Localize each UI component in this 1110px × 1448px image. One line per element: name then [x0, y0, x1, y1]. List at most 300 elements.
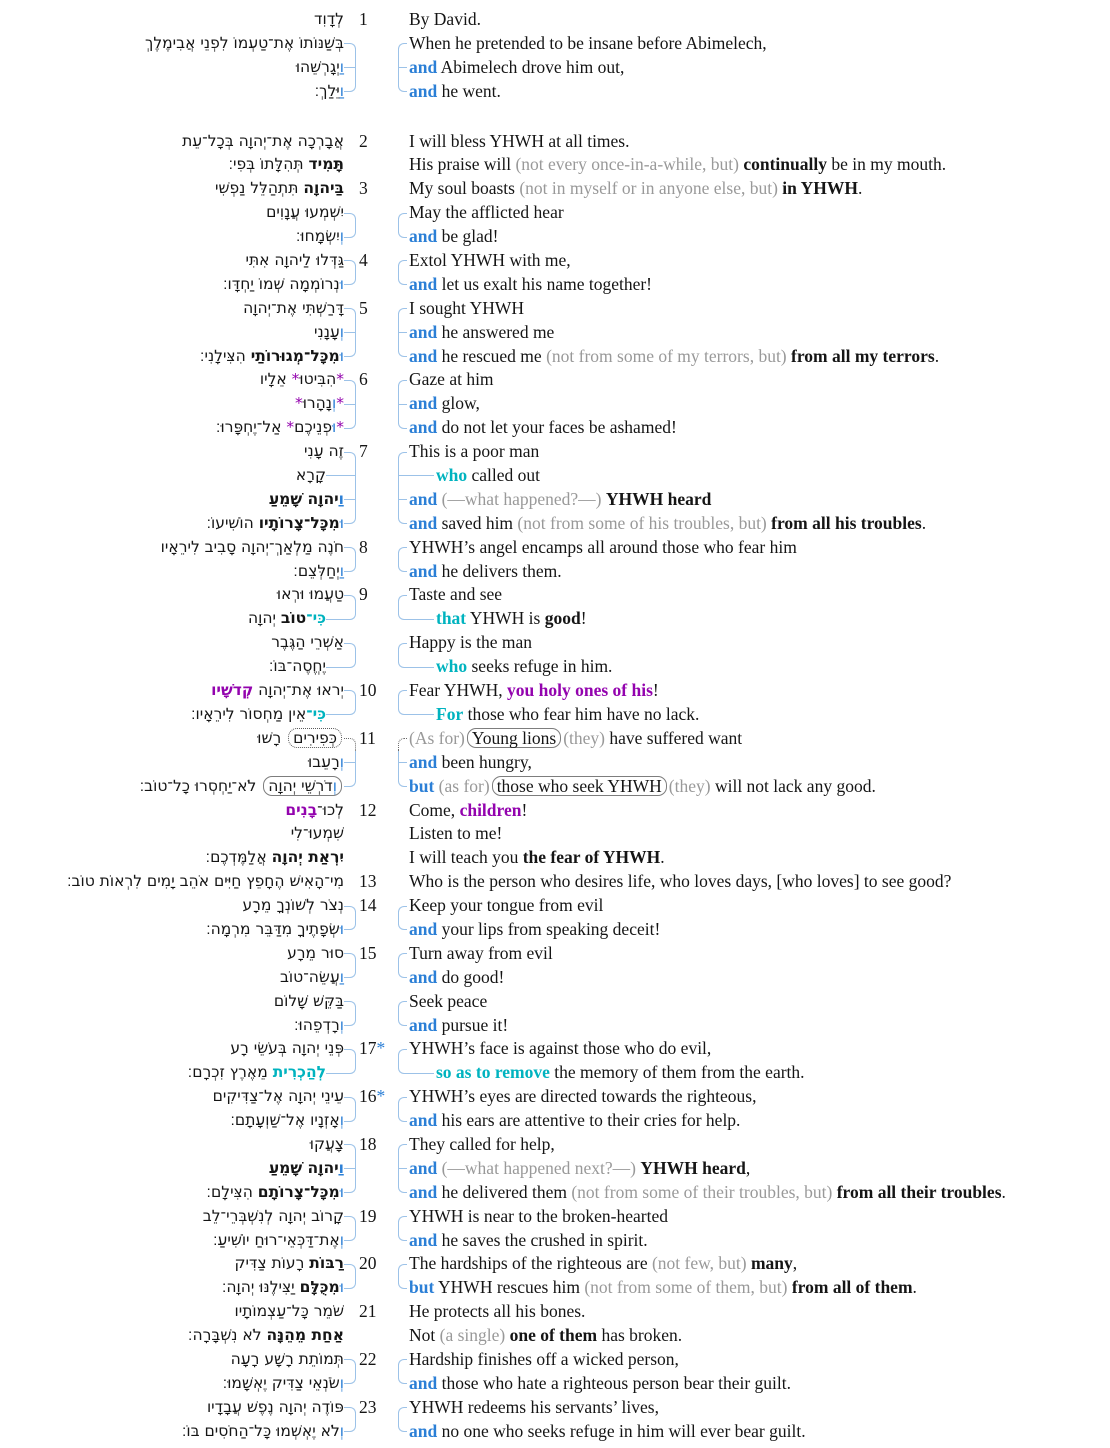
english-text — [407, 297, 524, 321]
text: be glad! — [437, 226, 499, 247]
hebrew-text — [271, 631, 344, 655]
hebrew-line — [0, 1372, 356, 1396]
conjunction-blue-text: and — [409, 751, 438, 772]
verse-number-value: 23 — [359, 1396, 377, 1417]
text: צָעֲקוּ — [309, 1134, 344, 1153]
teal-connector-text: כִּי־ — [306, 704, 326, 723]
bracket-spacer — [398, 177, 407, 201]
english-text — [407, 512, 926, 536]
english-text — [407, 440, 539, 464]
text: Gaze at him — [409, 369, 494, 390]
hebrew-text — [211, 679, 344, 703]
text: let us exalt his name together! — [437, 273, 653, 294]
text: פּוֹדֶה יְהוָה נֶפֶשׁ עֲבָדָיו — [206, 1397, 344, 1416]
bracket-connector — [398, 56, 407, 80]
verse-row — [0, 440, 1110, 536]
text: those who hate a righteous person bear their guilt. — [437, 1372, 792, 1393]
text: Abimelech drove him out, — [437, 56, 625, 77]
text: he rescued me — [437, 345, 547, 366]
teal-connector-text: who — [436, 465, 468, 486]
text: מֵאֶרֶץ זִכְרָם׃ — [187, 1063, 273, 1082]
hebrew-text — [315, 80, 344, 104]
bracket-connector — [344, 1372, 356, 1396]
text: called out — [467, 465, 541, 486]
bracket-connector — [326, 464, 356, 488]
verse-row — [0, 1133, 1110, 1205]
english-line — [398, 56, 1110, 80]
text: has broken. — [597, 1325, 683, 1346]
hebrew-line — [0, 1133, 356, 1157]
verse-row — [0, 1037, 1110, 1085]
verse-number — [356, 297, 398, 321]
purple-highlight-text: you holy ones of his — [507, 680, 653, 701]
emphasis-bold-text: יהוָה שָׁמֵעַ — [268, 489, 339, 508]
teal-connector-text: For — [436, 703, 464, 724]
bracket-connector — [398, 631, 407, 655]
text: no one who seeks refuge in him will ever bear guilt. — [437, 1420, 806, 1441]
english-text — [407, 153, 946, 177]
gray-parenthetical-text: (not from some of his troubles, but) — [517, 512, 767, 533]
text: חֹנֶה מַלְאַךְ־יְהוָה סָבִיב לִירֵאָיו — [160, 537, 344, 556]
emphasis-bold-text: YHWH heard — [640, 1157, 746, 1178]
hebrew-text — [188, 1061, 326, 1085]
bracket-spacer — [398, 822, 407, 846]
english-line — [398, 846, 1110, 870]
conjunction-blue-text: and — [409, 226, 438, 247]
bracket-connector — [344, 440, 356, 464]
verse-number — [356, 1396, 398, 1420]
blue-vav-prefix: וְ — [339, 322, 344, 341]
hebrew-text — [213, 1229, 344, 1253]
bracket-connector — [398, 1014, 407, 1038]
english-line — [398, 1229, 1110, 1253]
conjunction-blue-text: but — [409, 775, 435, 796]
text: he went. — [437, 80, 501, 101]
bracket-connector — [398, 464, 434, 488]
verse-row — [0, 870, 1110, 894]
text: רָעוֹת צַדִּיק — [234, 1254, 310, 1273]
bracket-connector — [398, 990, 407, 1014]
bracket-spacer — [344, 799, 356, 823]
english-text — [434, 703, 699, 727]
verse-number-value: 15 — [359, 942, 377, 963]
bracket-connector — [344, 966, 356, 990]
gray-parenthetical-text: (as for) — [438, 775, 490, 796]
hebrew-text — [215, 177, 344, 201]
english-line — [398, 440, 1110, 464]
bracket-spacer — [344, 870, 356, 894]
english-column — [398, 130, 1110, 178]
english-text — [407, 1300, 585, 1324]
conjunction-blue-text: but — [409, 1277, 435, 1298]
purple-highlight-text: קְדֹשָׁיו — [211, 681, 254, 700]
bracket-connector — [398, 1085, 407, 1109]
bracket-connector — [398, 345, 407, 369]
english-column — [398, 1205, 1110, 1253]
bracket-connector — [344, 1348, 356, 1372]
text: Listen to me! — [409, 823, 503, 844]
english-text — [407, 1014, 508, 1038]
bracket-connector — [344, 1157, 356, 1181]
bracket-connector — [344, 990, 356, 1014]
blue-vav-prefix: וּ — [339, 274, 344, 293]
text: טַעֲמוּ וּרְאוּ — [276, 585, 344, 604]
verse-number-value: 20 — [359, 1253, 377, 1274]
emphasis-bold-text: one of them — [509, 1325, 598, 1346]
text: YHWH is — [466, 608, 545, 629]
gray-parenthetical-text: (not in myself or in anyone else, but) — [519, 178, 778, 199]
bracket-connector — [344, 368, 356, 392]
english-line — [398, 345, 1110, 369]
verse-row — [0, 799, 1110, 871]
bracket-spacer — [398, 8, 407, 32]
text: been hungry, — [437, 751, 532, 772]
boxed-phrase: those who seek YHWH — [492, 776, 667, 796]
hebrew-line — [0, 177, 356, 201]
hebrew-column — [0, 1085, 356, 1133]
english-text — [407, 1252, 797, 1276]
bracket-spacer — [344, 1300, 356, 1324]
english-text — [407, 822, 502, 846]
verse-row — [0, 177, 1110, 249]
english-text — [407, 727, 742, 751]
gray-parenthetical-text: (—what happened next?—) — [441, 1157, 636, 1178]
text: I sought YHWH — [409, 297, 525, 318]
hebrew-text — [200, 345, 344, 369]
bracket-connector — [398, 751, 407, 775]
bracket-connector — [344, 560, 356, 584]
hebrew-text — [206, 1181, 344, 1205]
blue-vav-prefix: וְ — [339, 1421, 344, 1440]
english-line — [398, 273, 1110, 297]
bracket-connector — [398, 560, 407, 584]
hebrew-line — [0, 1014, 356, 1038]
english-column — [398, 1252, 1110, 1300]
emphasis-bold-text: from all his troubles — [771, 512, 922, 533]
english-line — [398, 1181, 1110, 1205]
text: דָּרַשְׁתִּי אֶת־יְהוָה — [243, 298, 344, 317]
verse-number — [356, 583, 398, 607]
text: יִשְׁמְעוּ עֲנָוִים — [266, 203, 344, 222]
bracket-connector — [344, 1252, 356, 1276]
hebrew-text — [243, 297, 344, 321]
hebrew-text — [293, 560, 344, 584]
english-line — [398, 727, 1110, 751]
hebrew-line — [0, 727, 356, 751]
hebrew-line — [0, 942, 356, 966]
hebrew-line — [0, 512, 356, 536]
hebrew-column — [0, 727, 356, 799]
hebrew-text — [257, 727, 344, 751]
hebrew-text — [223, 273, 344, 297]
verse-number — [356, 368, 398, 392]
text: will not lack any good. — [710, 775, 876, 796]
text: ! — [580, 608, 587, 629]
hebrew-line — [0, 870, 356, 894]
english-text — [407, 345, 939, 369]
emphasis-bold-text: יִרְאַת יְהוָה — [271, 848, 344, 867]
verse-number-value: 18 — [359, 1133, 377, 1154]
text: Who is the person who desires life, who loves days, [who loves] to see good? — [409, 871, 952, 892]
blue-vav-prefix: וּ — [339, 1182, 344, 1201]
hebrew-text — [274, 990, 344, 1014]
hebrew-line — [0, 1061, 356, 1085]
text: ! — [521, 799, 528, 820]
conjunction-blue-text: and — [409, 560, 438, 581]
gray-parenthetical-text: (not from some of them, but) — [584, 1277, 788, 1298]
english-text — [407, 1348, 679, 1372]
text: I will bless YHWH at all times. — [409, 130, 630, 151]
english-column — [398, 1348, 1110, 1396]
text: pursue it! — [437, 1014, 509, 1035]
verse-number-value: 12 — [359, 799, 377, 820]
blue-vav-prefix: וּ — [339, 346, 344, 365]
hebrew-line — [0, 1109, 356, 1133]
english-column — [398, 177, 1110, 249]
text: May the afflicted hear — [409, 202, 564, 223]
english-line — [398, 8, 1110, 32]
hebrew-column — [0, 249, 356, 297]
bracket-connector — [398, 1276, 407, 1300]
text: . — [921, 512, 927, 533]
bracket-connector — [344, 80, 356, 104]
bracket-connector — [344, 1085, 356, 1109]
text: יֵּלַךְ׃ — [314, 81, 340, 100]
hebrew-line — [0, 607, 356, 631]
bracket-spacer — [344, 177, 356, 201]
emphasis-bold-text: יהוָה שָׁמֵעַ — [268, 1158, 339, 1177]
text: Happy is the man — [409, 632, 532, 653]
english-column — [398, 1037, 1110, 1085]
conjunction-blue-text: and — [409, 1014, 438, 1035]
hebrew-line — [0, 201, 356, 225]
hebrew-line — [0, 1229, 356, 1253]
english-line — [398, 1014, 1110, 1038]
bracket-connector — [344, 1396, 356, 1420]
hebrew-text — [248, 607, 326, 631]
text: יֶחֱסֶה־בּוֹ׃ — [268, 657, 326, 676]
bracket-connector — [398, 966, 407, 990]
verse-row — [0, 368, 1110, 440]
verse-row — [0, 942, 1110, 1038]
text: עָנָנִי — [314, 322, 340, 341]
bracket-connector — [398, 607, 434, 631]
emphasis-bold-text: מִכָּל־מְגוּרוֹתַי — [250, 346, 340, 365]
text: הוֹשִׁיעוֹ׃ — [206, 513, 259, 532]
english-line — [398, 1205, 1110, 1229]
hebrew-text — [230, 1109, 344, 1133]
text: אַשְׁרֵי הַגֶּבֶר — [271, 633, 344, 652]
english-line — [398, 1396, 1110, 1420]
english-line — [398, 918, 1110, 942]
emphasis-bold-text: from all of them — [791, 1277, 913, 1298]
bracket-connector — [344, 1014, 356, 1038]
verse-number — [356, 1252, 398, 1276]
text: נְצֹר לְשׁוֹנְךָ מֵרָע — [242, 896, 344, 915]
conjunction-blue-text: and — [409, 393, 438, 414]
hebrew-line — [0, 1300, 356, 1324]
bracket-connector — [344, 775, 356, 799]
hebrew-text — [182, 1420, 344, 1444]
verse-number — [356, 1037, 398, 1061]
text: YHWH redeems his servants’ lives, — [409, 1396, 659, 1417]
english-line — [398, 368, 1110, 392]
emphasis-bold-text: YHWH heard — [605, 488, 712, 509]
english-line — [398, 201, 1110, 225]
conjunction-blue-text: and — [409, 417, 438, 438]
text: I will teach you — [409, 847, 523, 868]
blue-vav-prefix: וּ — [339, 513, 344, 532]
text: he answered me — [437, 321, 555, 342]
bracket-connector — [344, 488, 356, 512]
bracket-connector — [398, 1061, 434, 1085]
text: רָדְפֵהוּ׃ — [293, 1015, 340, 1034]
english-column — [398, 297, 1110, 369]
verse-row — [0, 679, 1110, 727]
text: your lips from speaking deceit! — [437, 918, 661, 939]
text: YHWH’s face is against those who do evil, — [409, 1038, 712, 1059]
verse-row — [0, 1085, 1110, 1133]
verse-number-value: 19 — [359, 1205, 377, 1226]
text: His praise will — [409, 154, 516, 175]
hebrew-text — [145, 32, 344, 56]
verse-number — [356, 8, 398, 32]
bracket-connector — [398, 775, 407, 799]
text: הִצִּילָם׃ — [206, 1182, 258, 1201]
hebrew-text — [206, 918, 344, 942]
gray-parenthetical-text: (a single) — [439, 1325, 506, 1346]
bracket-connector — [398, 1396, 407, 1420]
text: אֵין מַחְסוֹר לִירֵאָיו׃ — [190, 704, 307, 723]
english-line — [398, 321, 1110, 345]
bracket-connector — [344, 392, 356, 416]
blue-vav-prefix: וַ — [338, 489, 344, 508]
emphasis-bold-text: תָּמִיד — [308, 155, 344, 174]
emphasis-bold-text: מִכָּל־צָרוֹתָם — [257, 1182, 340, 1201]
hebrew-line — [0, 1324, 356, 1348]
verse-number — [356, 679, 398, 703]
hebrew-column — [0, 1037, 356, 1085]
english-line — [398, 130, 1110, 154]
hebrew-line — [0, 822, 356, 846]
english-text — [407, 1420, 806, 1444]
bracket-connector — [398, 679, 407, 703]
english-line — [398, 631, 1110, 655]
blue-vav-prefix: וַ — [338, 1158, 344, 1177]
bracket-spacer — [398, 799, 407, 823]
hebrew-text — [203, 1205, 344, 1229]
hebrew-line — [0, 1276, 356, 1300]
hebrew-column — [0, 870, 356, 894]
bracket-connector — [398, 1372, 407, 1396]
emphasis-bold-text: מִכָּל־צָרוֹתָיו — [258, 513, 340, 532]
hebrew-line — [0, 775, 356, 799]
verse-number-value: 9 — [359, 584, 368, 605]
bracket-connector — [398, 1133, 407, 1157]
bracket-connector — [344, 1037, 356, 1061]
hebrew-line — [0, 440, 356, 464]
hebrew-line — [0, 249, 356, 273]
bracket-connector — [326, 655, 356, 679]
text: גַּדְּלוּ לַיהוָה אִתִּי — [245, 251, 344, 270]
text: תְּמוֹתֵת רָשָׁע רָעָה — [230, 1350, 344, 1368]
english-text — [407, 249, 571, 273]
text: שִׁמְעוּ־לִי — [290, 824, 344, 843]
bracket-connector — [344, 321, 356, 345]
text: לְדָוִד — [314, 10, 344, 28]
emphasis-bold-text: אַחַת מֵהֵנָּה — [266, 1326, 344, 1345]
english-line — [398, 583, 1110, 607]
emphasis-bold-text: טוֹב — [280, 609, 307, 628]
bracket-connector — [344, 225, 356, 249]
english-text — [407, 846, 665, 870]
text: saved him — [437, 512, 518, 533]
english-line — [398, 1324, 1110, 1348]
purple-asterisk: * — [336, 370, 344, 389]
bracket-connector — [398, 1181, 407, 1205]
boxed-phrase — [263, 776, 342, 796]
hebrew-text — [234, 1252, 344, 1276]
hebrew-column — [0, 894, 356, 942]
hebrew-line — [0, 799, 356, 823]
english-text — [407, 1109, 740, 1133]
emphasis-bold-text: מִכֻּלָּם — [299, 1278, 340, 1297]
bracket-connector — [398, 201, 407, 225]
hebrew-text — [269, 488, 344, 512]
english-text — [407, 942, 553, 966]
english-text — [407, 1205, 668, 1229]
english-column — [398, 249, 1110, 297]
english-text — [434, 655, 612, 679]
teal-connector-text: who — [436, 656, 468, 677]
conjunction-blue-text: and — [409, 918, 438, 939]
english-line — [398, 703, 1110, 727]
bracket-connector — [344, 273, 356, 297]
boxed-phrase: Young lions — [467, 728, 561, 748]
blue-vav-prefix: וְ — [339, 1373, 344, 1392]
english-line — [398, 249, 1110, 273]
verse-number-value: 2 — [359, 130, 368, 151]
english-line — [398, 942, 1110, 966]
hebrew-column — [0, 583, 356, 679]
english-line — [398, 177, 1110, 201]
english-text — [407, 201, 564, 225]
verse-number-value: 13 — [359, 871, 377, 892]
verse-number-value: 4 — [359, 250, 368, 271]
english-line — [398, 1085, 1110, 1109]
bracket-connector — [344, 1181, 356, 1205]
hebrew-line — [0, 273, 356, 297]
bracket-connector — [398, 512, 407, 536]
verse-number-value: 10 — [359, 680, 377, 701]
english-text — [407, 1133, 555, 1157]
blue-vav-prefix: וַ — [339, 57, 344, 76]
hebrew-line — [0, 560, 356, 584]
english-text — [434, 607, 587, 631]
hebrew-column — [0, 536, 356, 584]
bracket-connector — [398, 536, 407, 560]
english-line — [398, 1300, 1110, 1324]
verse-number-value: 7 — [359, 441, 368, 462]
verse-number-value: 16 — [359, 1086, 377, 1107]
text: אֵלָיו — [259, 370, 292, 389]
hebrew-text — [304, 440, 344, 464]
emphasis-bold-text: רַבּוֹת — [309, 1254, 344, 1273]
emphasis-bold-text: the fear of YHWH — [522, 847, 661, 868]
hebrew-text — [231, 1348, 344, 1372]
text: פְנֵיכֶם — [294, 418, 333, 437]
bracket-spacer — [344, 8, 356, 32]
